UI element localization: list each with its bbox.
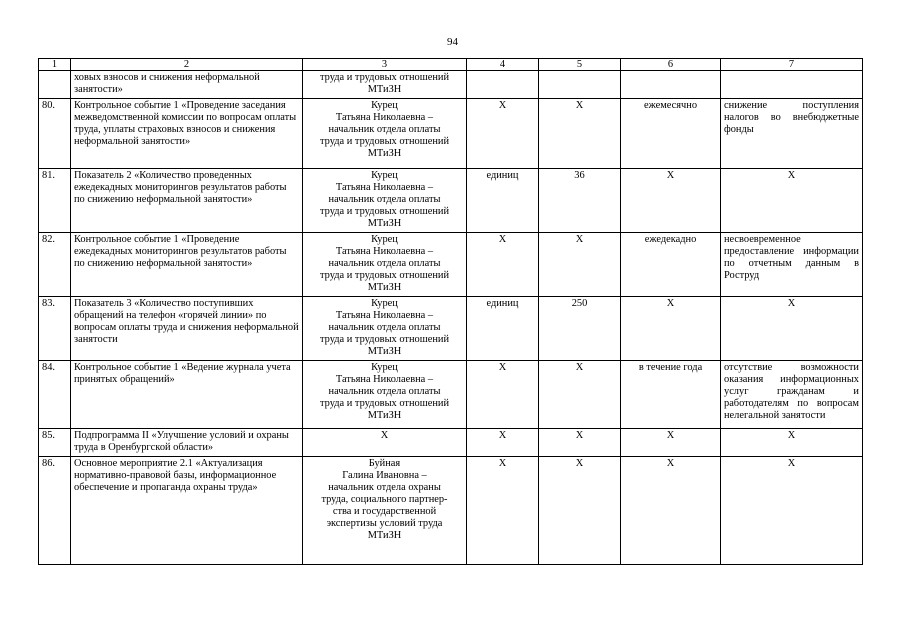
period-cell: X (621, 169, 721, 233)
responsible-line: начальник отдела охраны (328, 482, 441, 493)
table-body (39, 71, 863, 565)
responsible-line: Татьяна Николаевна – (335, 374, 434, 385)
unit-cell: X (467, 233, 539, 297)
column-header: 6 (621, 59, 721, 71)
row-number: 80. (39, 99, 71, 169)
responsible-line: Татьяна Николаевна – (335, 310, 434, 321)
responsible-person (303, 99, 467, 169)
table-row (39, 457, 863, 565)
activity-name: Подпрограмма II «Улучшение условий и охраны труда в Оренбургской области» (71, 429, 303, 457)
activity-name: Показатель 3 «Количество поступивших обращений на телефон «горячей линии» по вопросам оплаты труда и снижения неформальной занятости (71, 297, 303, 361)
table-row (39, 361, 863, 429)
risk-cell (721, 71, 863, 99)
period-cell: X (621, 429, 721, 457)
responsible-line: начальник отдела оплаты (328, 386, 441, 397)
unit-cell: X (467, 361, 539, 429)
table-row (39, 71, 863, 99)
unit-cell (467, 71, 539, 99)
unit-cell: X (467, 457, 539, 565)
responsible-line: Галина Ивановна – (342, 470, 427, 481)
activity-name: Показатель 2 «Количество проведенных ежедекадных мониторингов результатов работы по снижению неформальной занятости» (71, 169, 303, 233)
responsible-line: Татьяна Николаевна – (335, 112, 434, 123)
risk-cell: снижение поступления налогов во внебюджетные фонды (721, 99, 863, 169)
responsible-person (303, 457, 467, 565)
risk-cell: X (721, 457, 863, 565)
period-cell: в течение года (621, 361, 721, 429)
activity-name: ховых взносов и снижения неформальной занятости» (71, 71, 303, 99)
responsible-line: труда и трудовых отношений (320, 398, 449, 409)
unit-cell: единиц (467, 297, 539, 361)
responsible-person (303, 71, 467, 99)
row-number: 83. (39, 297, 71, 361)
row-number (39, 71, 71, 99)
program-plan-table (38, 58, 863, 565)
risk-cell: X (721, 169, 863, 233)
unit-cell: X (467, 429, 539, 457)
responsible-line: начальник отдела оплаты (328, 322, 441, 333)
value-cell: X (539, 99, 621, 169)
row-number: 85. (39, 429, 71, 457)
period-cell: ежедекадно (621, 233, 721, 297)
responsible-line: экспертизы условий труда (326, 518, 443, 529)
table-row (39, 429, 863, 457)
responsible-line: труда и трудовых отношений (320, 206, 449, 217)
column-header: 1 (39, 59, 71, 71)
unit-cell: X (467, 99, 539, 169)
responsible-line: труда и трудовых отношений (320, 334, 449, 345)
period-cell: X (621, 457, 721, 565)
responsible-person (303, 361, 467, 429)
activity-name: Контрольное событие 1 «Проведение ежедекадных мониторингов результатов работы по снижению неформальной занятости» (71, 233, 303, 297)
responsible-line: МТиЗН (367, 282, 402, 293)
responsible-line: начальник отдела оплаты (328, 194, 441, 205)
responsible-line: труда и трудовых отношений (320, 270, 449, 281)
responsible-line: труда и трудовых отношений (320, 72, 449, 83)
table-row (39, 99, 863, 169)
column-header: 2 (71, 59, 303, 71)
responsible-line: Курец (371, 100, 398, 111)
column-header: 7 (721, 59, 863, 71)
row-number: 81. (39, 169, 71, 233)
risk-cell: несвоевременное предоставление информации по отчетным данным в Роструд (721, 233, 863, 297)
period-cell: X (621, 297, 721, 361)
row-number: 86. (39, 457, 71, 565)
responsible-line: МТиЗН (367, 346, 402, 357)
value-cell: 250 (539, 297, 621, 361)
responsible-line: Курец (371, 362, 398, 373)
responsible-line: начальник отдела оплаты (328, 124, 441, 135)
value-cell: X (539, 457, 621, 565)
responsible-person (303, 233, 467, 297)
risk-cell: X (721, 429, 863, 457)
period-cell (621, 71, 721, 99)
responsible-line: Татьяна Николаевна – (335, 246, 434, 257)
table-row (39, 233, 863, 297)
responsible-line: Татьяна Николаевна – (335, 182, 434, 193)
responsible-line: начальник отдела оплаты (328, 258, 441, 269)
value-cell (539, 71, 621, 99)
responsible-line: МТиЗН (367, 530, 402, 541)
responsible-person (303, 429, 467, 457)
table-row (39, 169, 863, 233)
risk-cell: X (721, 297, 863, 361)
responsible-person (303, 169, 467, 233)
value-cell: X (539, 361, 621, 429)
value-cell: 36 (539, 169, 621, 233)
responsible-line: МТиЗН (367, 218, 402, 229)
column-header: 5 (539, 59, 621, 71)
activity-name: Контрольное событие 1 «Проведение заседания межведомственной комиссии по вопросам оплаты труда, уплаты страховых взносов и снижения неформальной занятости» (71, 99, 303, 169)
period-cell: ежемесячно (621, 99, 721, 169)
activity-name: Основное мероприятие 2.1 «Актуализация нормативно-правовой базы, информационное обеспечение и пропаганда охраны труда» (71, 457, 303, 565)
unit-cell: единиц (467, 169, 539, 233)
column-header: 4 (467, 59, 539, 71)
value-cell: X (539, 233, 621, 297)
row-number: 84. (39, 361, 71, 429)
risk-cell: отсутствие возможности оказания информационных услуг гражданам и работодателям по вопросам нелегальной занятости (721, 361, 863, 429)
row-number: 82. (39, 233, 71, 297)
responsible-line: труда и трудовых отношений (320, 136, 449, 147)
page-number: 94 (447, 36, 458, 48)
value-cell: X (539, 429, 621, 457)
responsible-line: Буйная (368, 458, 401, 469)
responsible-person (303, 297, 467, 361)
responsible-line: Курец (371, 170, 398, 181)
responsible-line: Курец (371, 234, 398, 245)
responsible-line: Курец (371, 298, 398, 309)
responsible-line: МТиЗН (367, 148, 402, 159)
activity-name: Контрольное событие 1 «Ведение журнала учета принятых обращений» (71, 361, 303, 429)
responsible-line: ства и государственной (332, 506, 437, 517)
responsible-line: X (380, 430, 389, 441)
responsible-line: труда, социального партнер- (321, 494, 448, 505)
column-header: 3 (303, 59, 467, 71)
responsible-line: МТиЗН (367, 410, 402, 421)
responsible-line: МТиЗН (367, 84, 402, 95)
column-number-row (39, 59, 863, 71)
table-row (39, 297, 863, 361)
